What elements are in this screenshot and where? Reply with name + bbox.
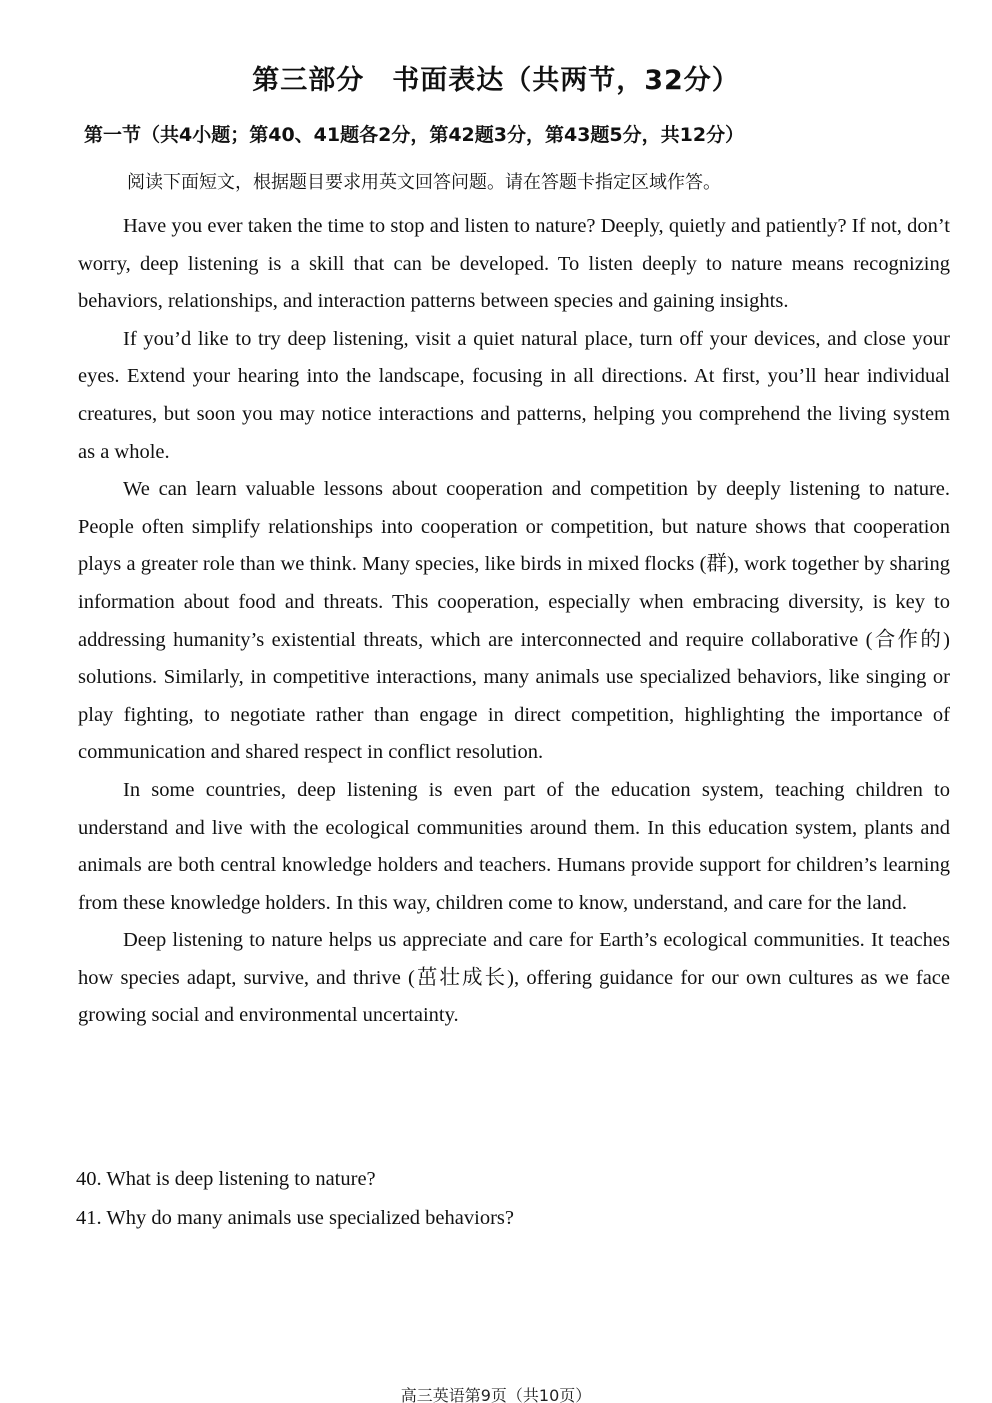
passage-paragraph-5: Deep listening to nature helps us appreciate and care for Earth’s ecological communities. It teaches how species adapt, survive, and thrive (茁壮成长), offering guidance for our own cultures as we face growing social and environmental uncertainty. [78, 929, 950, 1027]
passage-paragraph-1: Have you ever taken the time to stop and listen to nature? Deeply, quietly and patiently? If not, don’t worry, deep listening is a skill that can be developed. To listen deeply to nature means recognizing behaviors, relationships, and interaction patterns between species and gaining insights. [78, 215, 950, 313]
section-heading: 第一节（共4小题；第40、41题各2分，第42题3分，第43题5分，共12分） [84, 124, 745, 146]
page-footer: 高三英语第9页（共10页） [400, 1386, 592, 1403]
question-40: 40. What is deep listening to nature? [76, 1168, 376, 1190]
reading-passage [78, 208, 950, 1035]
passage-paragraph-2: If you’d like to try deep listening, visit a quiet natural place, turn off your devices, and close your eyes. Extend your hearing into the landscape, focusing in all directions. At first, you’ll hear individual creatures, but soon you may notice interactions and patterns, helping you comprehend the living system as a whole. [78, 327, 950, 463]
instructions: 阅读下面短文，根据题目要求用英文回答问题。请在答题卡指定区域作答。 [127, 172, 721, 193]
passage-paragraph-4: In some countries, deep listening is even part of the education system, teaching children to understand and live with the ecological communities around them. In this education system, plants and animals are both central knowledge holders and teachers. Humans provide support for children’s learning from these knowledge holders. In this way, children come to know, understand, and care for the land. [78, 778, 950, 914]
passage-paragraph-3: We can learn valuable lessons about cooperation and competition by deeply listening to nature. People often simplify relationships into cooperation or competition, but nature shows that cooperation plays a greater role than we think. Many species, like birds in mixed flocks (群), work together by sharing information about food and threats. This cooperation, especially when embracing diversity, is key to addressing humanity’s existential threats, which are interconnected and require collaborative (合作的) solutions. Similarly, in competitive interactions, many animals use specialized behaviors, like singing or play fighting, to negotiate rather than engage in direct competition, highlighting the importance of communication and shared respect in conflict resolution. [78, 478, 950, 764]
question-41: 41. Why do many animals use specialized behaviors? [76, 1207, 514, 1229]
part-title: 第三部分 书面表达（共两节，32分） [252, 65, 740, 96]
